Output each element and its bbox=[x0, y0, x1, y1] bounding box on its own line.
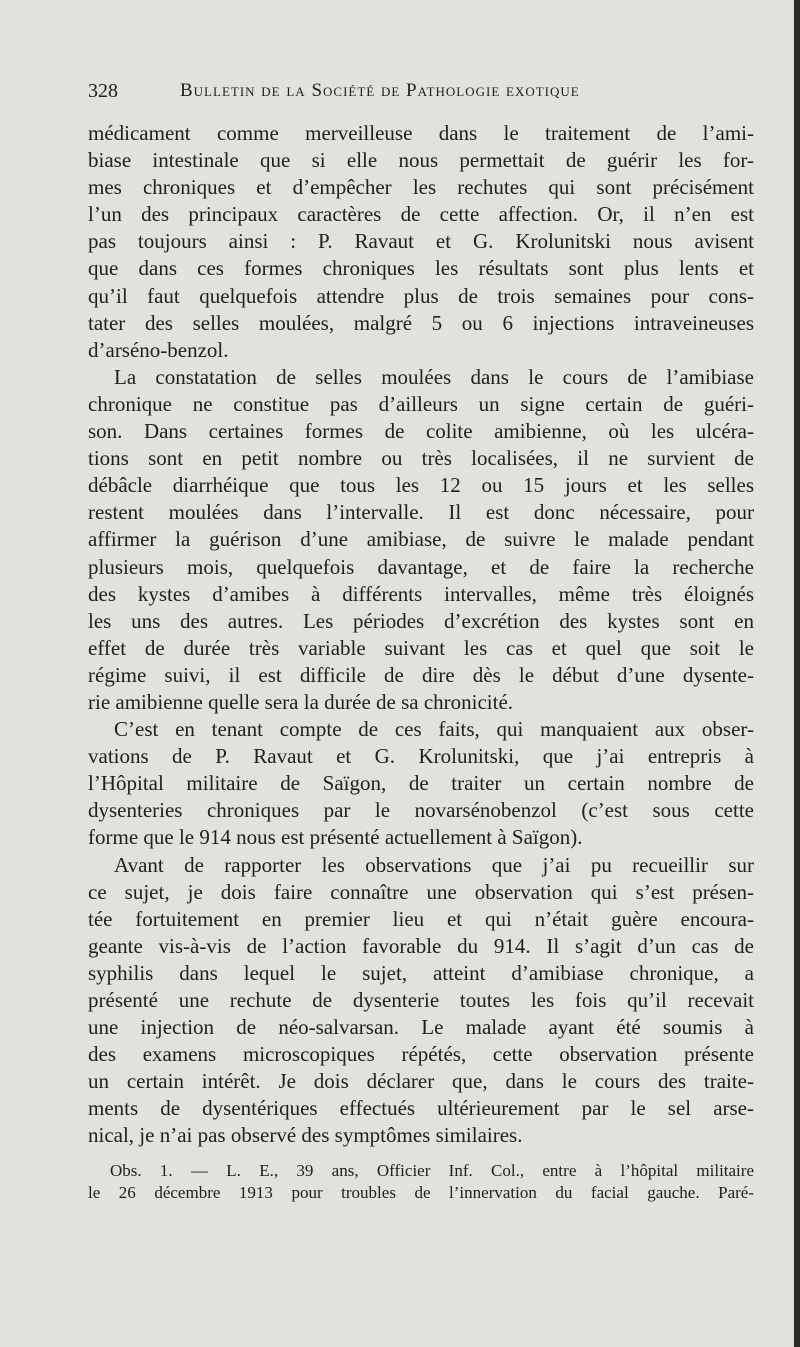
text-line: geante vis-à-vis de l’action favorable du 914. Il s’agit d’un cas de bbox=[88, 933, 754, 958]
text-line: débâcle diarrhéique que tous les 12 ou 15 jours et les selles bbox=[88, 473, 754, 498]
text-line: d’arséno-benzol. bbox=[88, 337, 229, 362]
text-line: Avant de rapporter les observations que j’ai pu recueillir sur bbox=[114, 852, 754, 877]
text-line: présenté une rechute de dysenterie toutes les fois qu’il recevait bbox=[88, 988, 754, 1012]
text-line: des examens microscopiques répétés, cette observation présente bbox=[88, 1042, 754, 1067]
note-line: Obs. 1. — L. E., 39 ans, Officier Inf. Col., entre à l’hôpital militaire bbox=[110, 1161, 754, 1180]
text-line: mes chroniques et d’empêcher les rechutes qui sont précisément bbox=[88, 175, 754, 200]
text-line: rie amibienne quelle sera la durée de sa chronicité. bbox=[88, 689, 514, 714]
text-line: les uns des autres. Les périodes d’excrétion des kystes sont en bbox=[88, 608, 754, 633]
text-line: syphilis dans lequel le sujet, atteint d’amibiase chronique, a bbox=[88, 960, 754, 985]
main-text bbox=[88, 120, 754, 1150]
text-line: pas toujours ainsi : P. Ravaut et G. Krolunitski nous avisent bbox=[88, 229, 754, 254]
text-line: médicament comme merveilleuse dans le traitement de l’ami- bbox=[88, 121, 754, 145]
text-line: ce sujet, je dois faire connaître une observation qui s’est présen- bbox=[88, 879, 754, 904]
text-line: des kystes d’amibes à différents intervalles, même très éloignés bbox=[88, 581, 754, 606]
page-number: 328 bbox=[88, 80, 118, 102]
page-edge bbox=[794, 0, 800, 1347]
text-line: dysenteries chroniques par le novarsénobenzol (c’est sous cette bbox=[88, 798, 754, 823]
text-line: l’Hôpital militaire de Saïgon, de traiter un certain nombre de bbox=[88, 771, 754, 796]
observation-note bbox=[88, 1160, 754, 1204]
running-title: Bulletin de la Société de Pathologie exotique bbox=[180, 80, 580, 101]
text-line: ments de dysentériques effectués ultérieurement par le sel arse- bbox=[88, 1096, 754, 1121]
text-line: plusieurs mois, quelquefois davantage, et de faire la recherche bbox=[88, 554, 754, 579]
text-line: tater des selles moulées, malgré 5 ou 6 injections intraveineuses bbox=[88, 310, 754, 335]
text-line: tée fortuitement en premier lieu et qui n’était guère encoura- bbox=[88, 906, 754, 931]
text-line: biase intestinale que si elle nous permettait de guérir les for- bbox=[88, 148, 754, 173]
text-line: chronique ne constitue pas d’ailleurs un signe certain de guéri- bbox=[88, 391, 754, 416]
text-line: un certain intérêt. Je dois déclarer que, dans le cours des traite- bbox=[88, 1069, 754, 1094]
text-line: l’un des principaux caractères de cette affection. Or, il n’en est bbox=[88, 202, 754, 227]
text-line: son. Dans certaines formes de colite amibienne, où les ulcéra- bbox=[88, 419, 754, 444]
text-line: C’est en tenant compte de ces faits, qui manquaient aux obser- bbox=[114, 717, 754, 742]
text-line: tions sont en petit nombre ou très localisées, il ne survient de bbox=[88, 446, 754, 471]
text-line: régime suivi, il est difficile de dire dès le début d’une dysente- bbox=[88, 662, 754, 687]
text-line: La constatation de selles moulées dans le cours de l’amibiase bbox=[114, 364, 754, 389]
page-header bbox=[88, 80, 728, 108]
text-line: restent moulées dans l’intervalle. Il est donc nécessaire, pour bbox=[88, 500, 754, 525]
text-line: que dans ces formes chroniques les résultats sont plus lents et bbox=[88, 256, 754, 281]
text-line: effet de durée très variable suivant les cas et quel que soit le bbox=[88, 635, 754, 660]
note-line: le 26 décembre 1913 pour troubles de l’innervation du facial gauche. Paré- bbox=[88, 1183, 754, 1202]
text-line: vations de P. Ravaut et G. Krolunitski, que j’ai entrepris à bbox=[88, 744, 754, 769]
text-line: affirmer la guérison d’une amibiase, de suivre le malade pendant bbox=[88, 527, 754, 552]
text-line: nical, je n’ai pas observé des symptômes similaires. bbox=[88, 1123, 523, 1148]
text-line: qu’il faut quelquefois attendre plus de trois semaines pour cons- bbox=[88, 283, 754, 308]
text-line: une injection de néo-salvarsan. Le malade ayant été soumis à bbox=[88, 1015, 754, 1040]
text-line: forme que le 914 nous est présenté actuellement à Saïgon). bbox=[88, 825, 583, 850]
